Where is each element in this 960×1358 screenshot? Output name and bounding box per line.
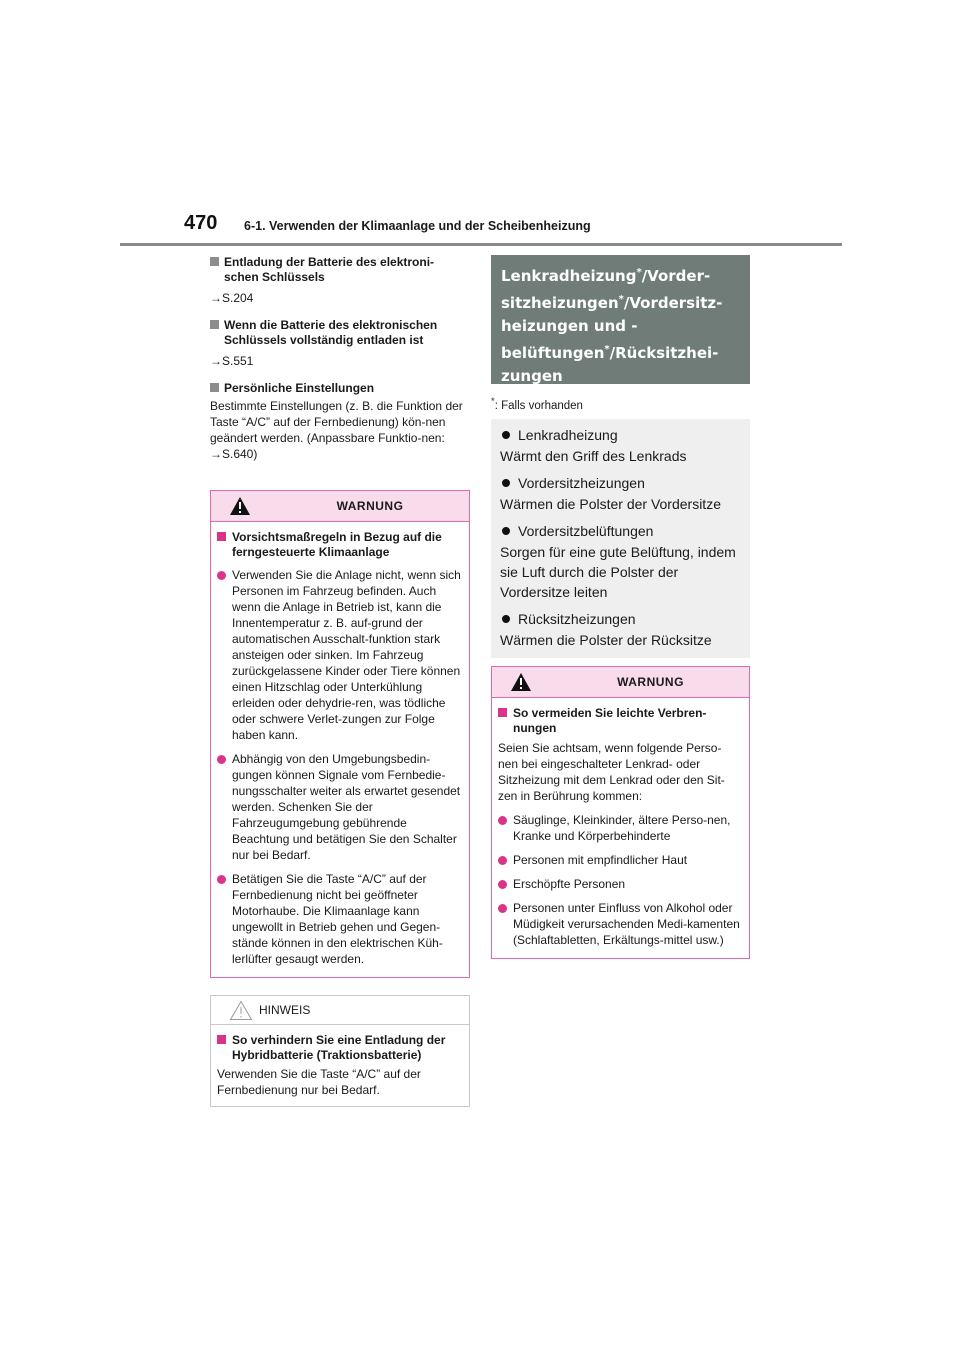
banner-text: /Vordersitz-heizungen und -belüftungen bbox=[501, 294, 723, 362]
personal-settings-text: Bestimmte Einstellungen (z. B. die Funktion der Taste “A/C” auf der Fernbedienung) kön-nen geändert werden. (Anpassbare Funktio-nen: →S.640) bbox=[210, 399, 463, 461]
footnote-marker: * bbox=[491, 396, 495, 407]
note-triangle-icon bbox=[229, 1000, 253, 1021]
feature-item bbox=[500, 608, 741, 630]
section-banner bbox=[491, 255, 750, 384]
warning-item-text: Personen mit empfindlicher Haut bbox=[513, 853, 688, 867]
section-personal-settings bbox=[210, 381, 470, 396]
left-column bbox=[210, 255, 470, 1107]
warning-item-text: Personen unter Einfluss von Alkohol oder Müdigkeit verursachenden Medi-kamenten (Schlaftabletten, Erkältungs-mittel usw.) bbox=[513, 901, 740, 947]
feature-name: Vordersitzbelüftungen bbox=[518, 523, 654, 539]
page-number: 470 bbox=[184, 212, 218, 234]
warning-title bbox=[217, 530, 461, 560]
warning-box-burns bbox=[491, 666, 750, 959]
feature-description: Wärmen die Polster der Vordersitze bbox=[500, 496, 721, 512]
banner-text: /Rücksitzhei-zungen bbox=[501, 344, 719, 385]
bullet-icon bbox=[498, 904, 507, 913]
warning-item bbox=[217, 567, 461, 743]
warning-item-text: Betätigen Sie die Taste “A/C” auf der Fernbedienung nicht bei geöffneter Motorhaube. Die Klimaanlage kann ungewollt in Betrieb gehen und Gegen-stände können in den elektrischen Küh-lerlüfter gesaugt werden. bbox=[232, 872, 443, 966]
page-reference: →S.204 bbox=[210, 291, 254, 305]
note-label: HINWEIS bbox=[259, 1003, 311, 1017]
feature-description: Wärmen die Polster der Rücksitze bbox=[500, 632, 712, 648]
feature-item bbox=[500, 472, 741, 494]
warning-intro: Seien Sie achtsam, wenn folgende Perso-nen bei eingeschalteter Lenkrad- oder Sitzheizung mit dem Lenkrad oder den Sit-zen in Berührung kommen: bbox=[498, 741, 725, 803]
feature-item bbox=[500, 520, 741, 542]
section-battery-empty bbox=[210, 318, 470, 348]
feature-name: Lenkradheizung bbox=[518, 427, 618, 443]
note-text: Verwenden Sie die Taste “A/C” auf der Fernbedienung nur bei Bedarf. bbox=[217, 1067, 421, 1097]
feature-name: Vordersitzheizungen bbox=[518, 475, 645, 491]
bullet-icon bbox=[502, 527, 510, 535]
section-square-icon bbox=[498, 708, 507, 717]
warning-item bbox=[217, 871, 461, 967]
feature-description: Sorgen für eine gute Belüftung, indem sie Luft durch die Polster der Vordersitze leiten bbox=[500, 544, 736, 600]
bullet-icon bbox=[502, 431, 510, 439]
warning-label: WARNUNG bbox=[336, 499, 404, 513]
warning-box bbox=[210, 490, 470, 978]
note-title bbox=[217, 1033, 461, 1063]
warning-title-text: Vorsichtsmaßregeln in Bezug auf die ferngesteuerte Klimaanlage bbox=[232, 530, 442, 559]
warning-title-text: So vermeiden Sie leichte Verbren-nungen bbox=[513, 706, 707, 735]
note-box bbox=[210, 995, 470, 1107]
section-square-icon bbox=[217, 1035, 226, 1044]
bullet-icon bbox=[502, 615, 510, 623]
header-divider bbox=[120, 243, 842, 246]
section-title: Entladung der Batterie des elektroni- schen Schlüssels bbox=[224, 255, 435, 284]
bullet-icon bbox=[498, 816, 507, 825]
bullet-icon bbox=[502, 479, 510, 487]
section-square-icon bbox=[210, 320, 219, 329]
section-square-icon bbox=[210, 257, 219, 266]
feature-list-box bbox=[491, 419, 750, 658]
warning-header bbox=[211, 491, 469, 522]
warning-item bbox=[498, 812, 741, 844]
warning-item-text: Säuglinge, Kleinkinder, ältere Perso-nen, Kranke und Körperbehinderte bbox=[513, 813, 731, 843]
footnote-marker: * bbox=[604, 344, 610, 355]
footnote-marker: * bbox=[636, 267, 642, 278]
note-title-text: So verhindern Sie eine Entladung der Hybridbatterie (Traktionsbatterie) bbox=[232, 1033, 446, 1062]
banner-text: /Vorder-sitzheizungen bbox=[501, 267, 711, 312]
warning-item bbox=[498, 900, 741, 948]
footnote-text: : Falls vorhanden bbox=[494, 399, 583, 412]
banner-text: Lenkradheizung bbox=[501, 267, 637, 285]
note-header bbox=[211, 996, 469, 1025]
feature-item bbox=[500, 424, 741, 446]
bullet-icon bbox=[217, 755, 226, 764]
warning-header bbox=[492, 667, 749, 698]
warning-title bbox=[498, 706, 741, 736]
warning-item bbox=[498, 852, 741, 868]
warning-item-text: Abhängig von den Umgebungsbedin-gungen können Signale vom Fernbedie-nungsschalter weiter als erwartet gesendet werden. Schenken Sie der Fahrzeugumgebung gebührende Beachtung und betätigen Sie den Schalter nur bei Bedarf. bbox=[232, 752, 461, 862]
section-title: Persönliche Einstellungen bbox=[224, 381, 375, 395]
warning-item-text: Erschöpfte Personen bbox=[513, 877, 626, 891]
section-square-icon bbox=[217, 532, 226, 541]
feature-name: Rücksitzheizungen bbox=[518, 611, 636, 627]
chapter-title: 6-1. Verwenden der Klimaanlage und der Scheibenheizung bbox=[244, 219, 591, 233]
section-title: Wenn die Batterie des elektronischen Schlüssels vollständig entladen ist bbox=[224, 318, 438, 347]
warning-label: WARNUNG bbox=[617, 675, 684, 689]
footnote-marker: * bbox=[618, 294, 624, 305]
bullet-icon bbox=[217, 875, 226, 884]
bullet-icon bbox=[498, 856, 507, 865]
bullet-icon bbox=[498, 880, 507, 889]
page-reference: →S.551 bbox=[210, 354, 254, 368]
warning-item bbox=[498, 876, 741, 892]
section-battery-discharge bbox=[210, 255, 470, 285]
bullet-icon bbox=[217, 571, 226, 580]
warning-item bbox=[217, 751, 461, 863]
warning-item-text: Verwenden Sie die Anlage nicht, wenn sich Personen im Fahrzeug befinden. Auch wenn die Anlage in Betrieb ist, kann die Innentemperatur z. B. auf-grund der automatischen Ausschalt-funktion stark ansteigen oder sinken. Im Fahrzeug zurückgelassene Kinder oder Tiere können einen Hitzschlag oder Unterkühlung erleiden oder dehydrie-ren, was tödliche oder schwere Verlet-zungen zur Folge haben kann. bbox=[232, 568, 461, 742]
feature-description: Wärmt den Griff des Lenkrads bbox=[500, 448, 687, 464]
footnote bbox=[491, 396, 583, 412]
section-square-icon bbox=[210, 383, 219, 392]
